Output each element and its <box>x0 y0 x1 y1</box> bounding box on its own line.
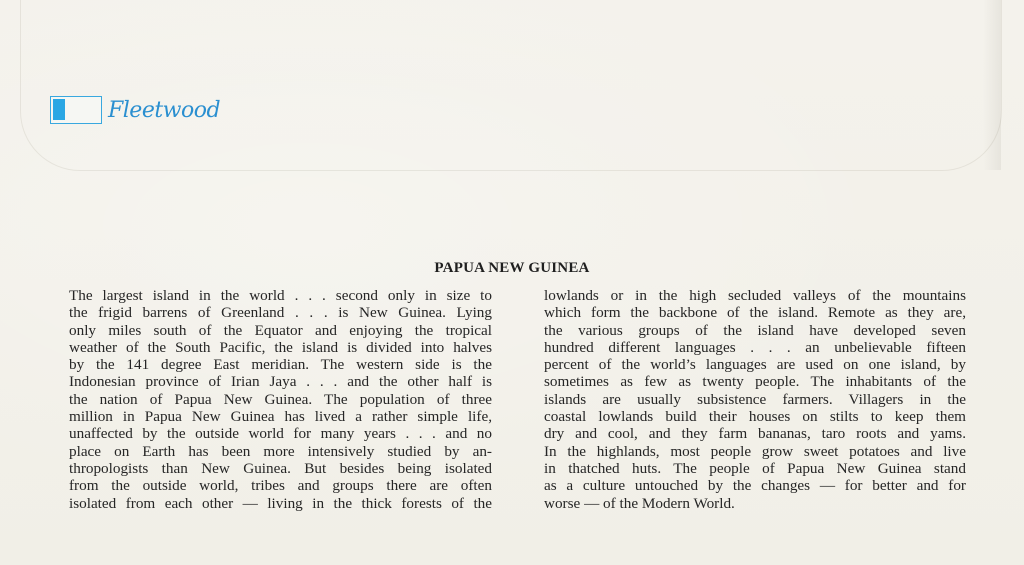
text-line: thropologists than New Guinea. But besides being isolated <box>69 459 492 477</box>
text-line: the various groups of the island have developed seven <box>544 321 966 339</box>
text-line: only miles south of the Equator and enjoying the tropical <box>69 321 492 339</box>
text-line: as a culture untouched by the changes — for better and for <box>544 477 966 495</box>
text-line: worse — of the Modern World. <box>544 494 735 512</box>
text-line: weather of the South Pacific, the island is divided into halves <box>69 338 492 356</box>
logo-wordmark: Fleetwood <box>108 97 221 123</box>
text-line: which form the backbone of the island. Remote as they are, <box>544 304 966 322</box>
text-line: from the outside world, tribes and groups there are often <box>69 477 492 495</box>
text-line: dry and cool, and they farm bananas, taro roots and yams. <box>544 425 966 443</box>
text-line: Indonesian province of Irian Jaya . . . and the other half is <box>69 373 492 391</box>
text-line: the frigid barrens of Greenland . . . is New Guinea. Lying <box>69 304 492 322</box>
text-line: by the 141 degree East meridian. The western side is the <box>69 356 492 374</box>
fleetwood-logo <box>50 96 220 124</box>
text-line: islands are usually subsistence farmers. Villagers in the <box>544 390 966 408</box>
flap-shadow <box>983 0 1001 170</box>
page-title: PAPUA NEW GUINEA <box>434 260 590 276</box>
text-line: unaffected by the outside world for many years . . . and no <box>69 425 492 443</box>
text-line: place on Earth has been more intensively studied by an- <box>69 442 492 460</box>
text-line: the nation of Papua New Guinea. The population of three <box>69 390 492 408</box>
text-line: hundred different languages . . . an unbelievable fifteen <box>544 338 966 356</box>
text-line: sometimes as few as twenty people. The inhabitants of the <box>544 373 966 391</box>
text-column-right <box>544 287 966 512</box>
text-line: coastal lowlands build their houses on stilts to keep them <box>544 408 966 426</box>
text-line: isolated from each other — living in the thick forests of the <box>69 494 492 512</box>
text-line: percent of the world’s languages are used on one island, by <box>544 356 966 374</box>
text-line: lowlands or in the high secluded valleys of the mountains <box>544 287 966 304</box>
text-column-left <box>69 287 492 512</box>
envelope-flap <box>20 0 1002 171</box>
text-line: In the highlands, most people grow sweet potatoes and live <box>544 442 966 460</box>
logo-mark-icon <box>50 96 102 124</box>
text-line: in thatched huts. The people of Papua New Guinea stand <box>544 459 966 477</box>
text-line: million in Papua New Guinea has lived a rather simple life, <box>69 408 492 426</box>
text-line: The largest island in the world . . . second only in size to <box>69 287 492 304</box>
logo-mark-fill <box>53 99 65 120</box>
